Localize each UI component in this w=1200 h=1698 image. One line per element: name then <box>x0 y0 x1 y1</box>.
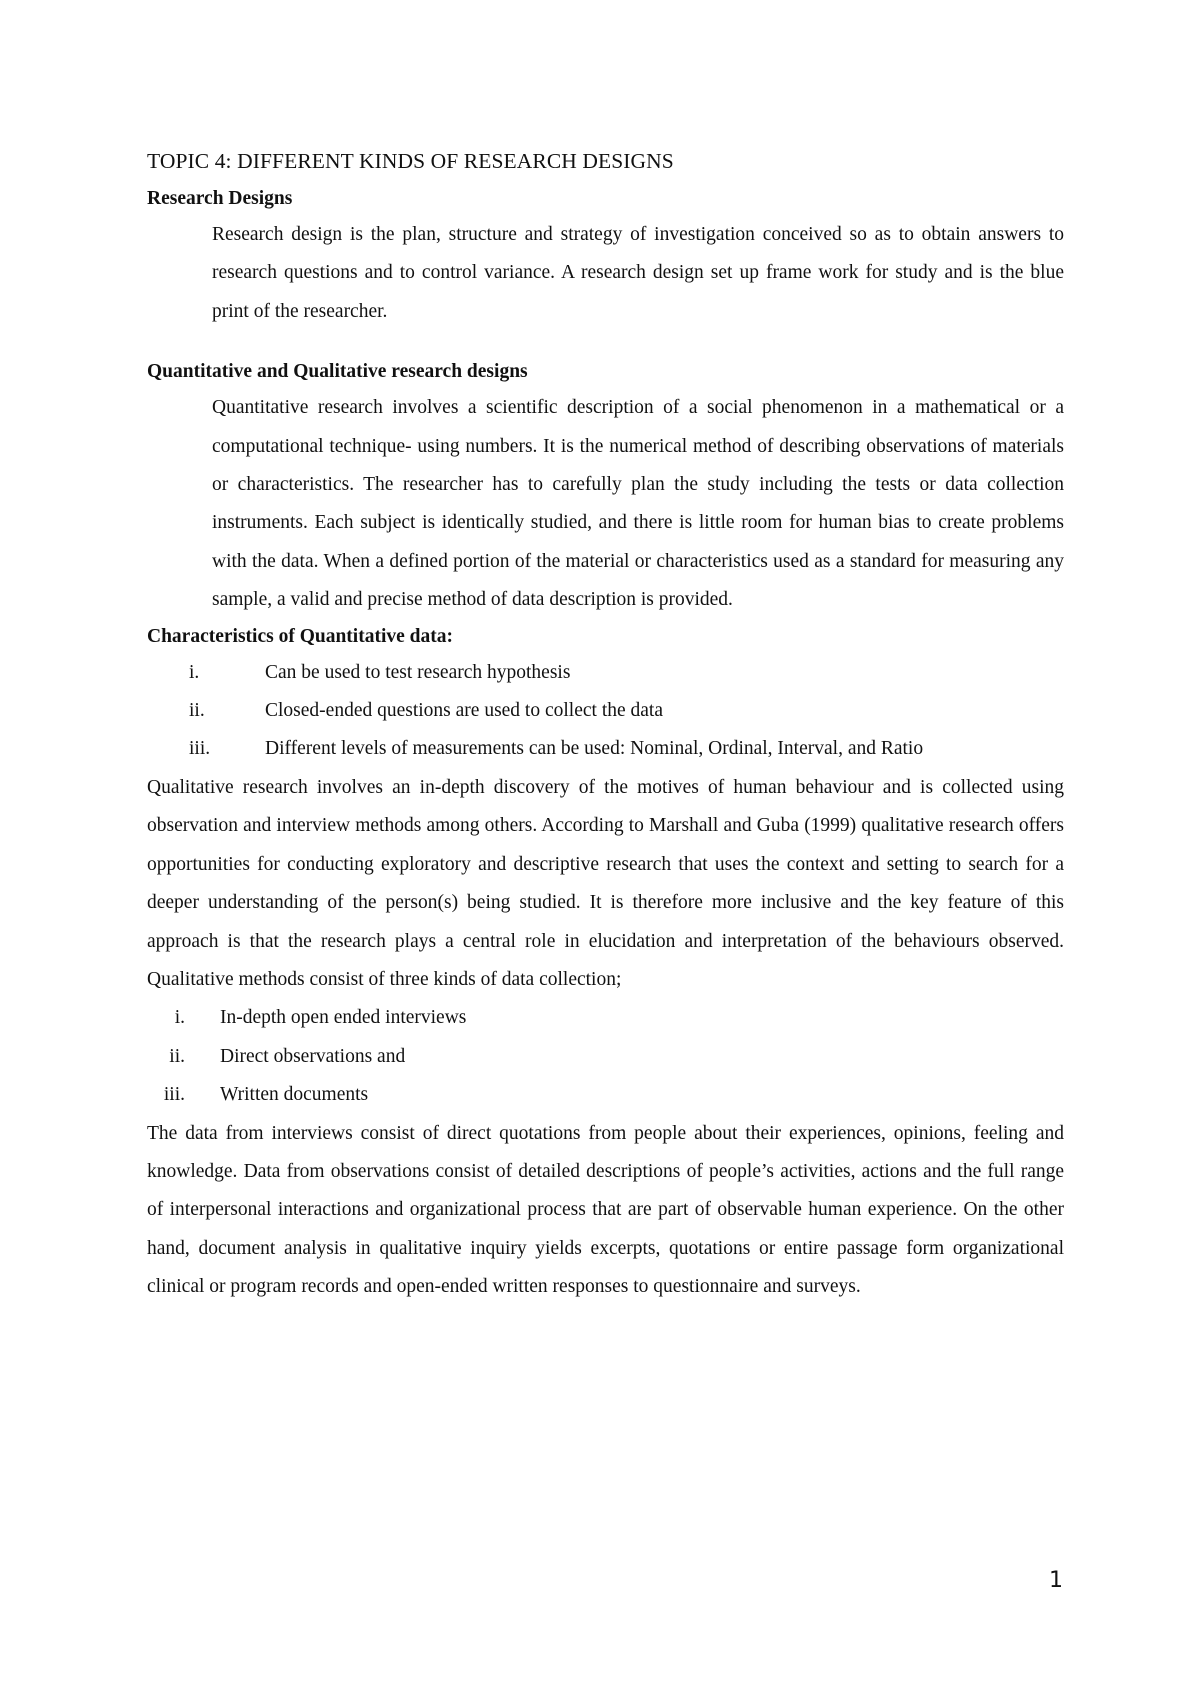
paragraph-qualitative: Qualitative research involves an in-depth discovery of the motives of human behaviour and is collected using observation and interview methods among others. According to Marshall and Guba (1999) qualitative research offers opportunities for conducting exploratory and descriptive research that uses the context and setting to search for a deeper understanding of the person(s) being studied. It is therefore more inclusive and the key feature of this approach is that the research plays a central role in elucidation and interpretation of the behaviours observed. Qualitative methods consist of three kinds of data collection; <box>147 776 1064 990</box>
list-item-number: i. <box>174 1007 185 1029</box>
list-item-number: iii. <box>189 738 211 760</box>
section-heading-characteristics: Characteristics of Quantitative data: <box>147 625 453 647</box>
list-item-number: i. <box>189 661 200 683</box>
section-heading-quant-qual: Quantitative and Qualitative research designs <box>147 361 528 383</box>
list-item-number: ii. <box>169 1045 185 1067</box>
document-body <box>147 146 1064 1307</box>
list-item-text: Closed-ended questions are used to collect the data <box>265 700 663 722</box>
list-item <box>147 999 1064 1037</box>
list-item <box>147 730 1064 768</box>
list-item-text: Written documents <box>220 1084 369 1106</box>
list-item <box>147 654 1064 692</box>
page-title: TOPIC 4: DIFFERENT KINDS OF RESEARCH DESIGNS <box>147 149 674 173</box>
list-item-text: Direct observations and <box>220 1045 406 1067</box>
spacer <box>147 331 1064 355</box>
section-heading-research-designs: Research Designs <box>147 188 293 209</box>
list-item-text: Different levels of measurements can be used: Nominal, Ordinal, Interval, and Ratio <box>265 738 924 760</box>
paragraph-quantitative: Quantitative research involves a scientific description of a social phenomenon in a mathematical or a computational technique- using numbers. It is the numerical method of describing observations of materials or characteristics. The researcher has to carefully plan the study including the tests or data collection instruments. Each subject is identically studied, and there is little room for human bias to create problems with the data. When a defined portion of the material or characteristics used as a standard for measuring any sample, a valid and precise method of data description is provided. <box>212 397 1064 611</box>
page-number: 1 <box>1049 1568 1063 1593</box>
list-item-number: iii. <box>163 1084 185 1106</box>
list-item-number: ii. <box>189 700 205 722</box>
list-item-text: In-depth open ended interviews <box>220 1007 467 1029</box>
paragraph-data-sources: The data from interviews consist of direct quotations from people about their experiences, opinions, feeling and knowledge. Data from observations consist of detailed descriptions of people’s activities, actions and the full range of interpersonal interactions and organizational process that are part of observable human experience. On the other hand, document analysis in qualitative inquiry yields excerpts, quotations or entire passage form organizational clinical or program records and open-ended written responses to questionnaire and surveys. <box>147 1122 1064 1298</box>
qualitative-methods-list <box>147 999 1064 1114</box>
list-item <box>147 1076 1064 1114</box>
list-item-text: Can be used to test research hypothesis <box>265 661 571 683</box>
paragraph-research-designs: Research design is the plan, structure and strategy of investigation conceived so as to obtain answers to research questions and to control variance. A research design set up frame work for study and is the blue print of the researcher. <box>212 224 1064 322</box>
list-item <box>147 692 1064 730</box>
characteristics-list <box>147 654 1064 769</box>
list-item <box>147 1038 1064 1076</box>
